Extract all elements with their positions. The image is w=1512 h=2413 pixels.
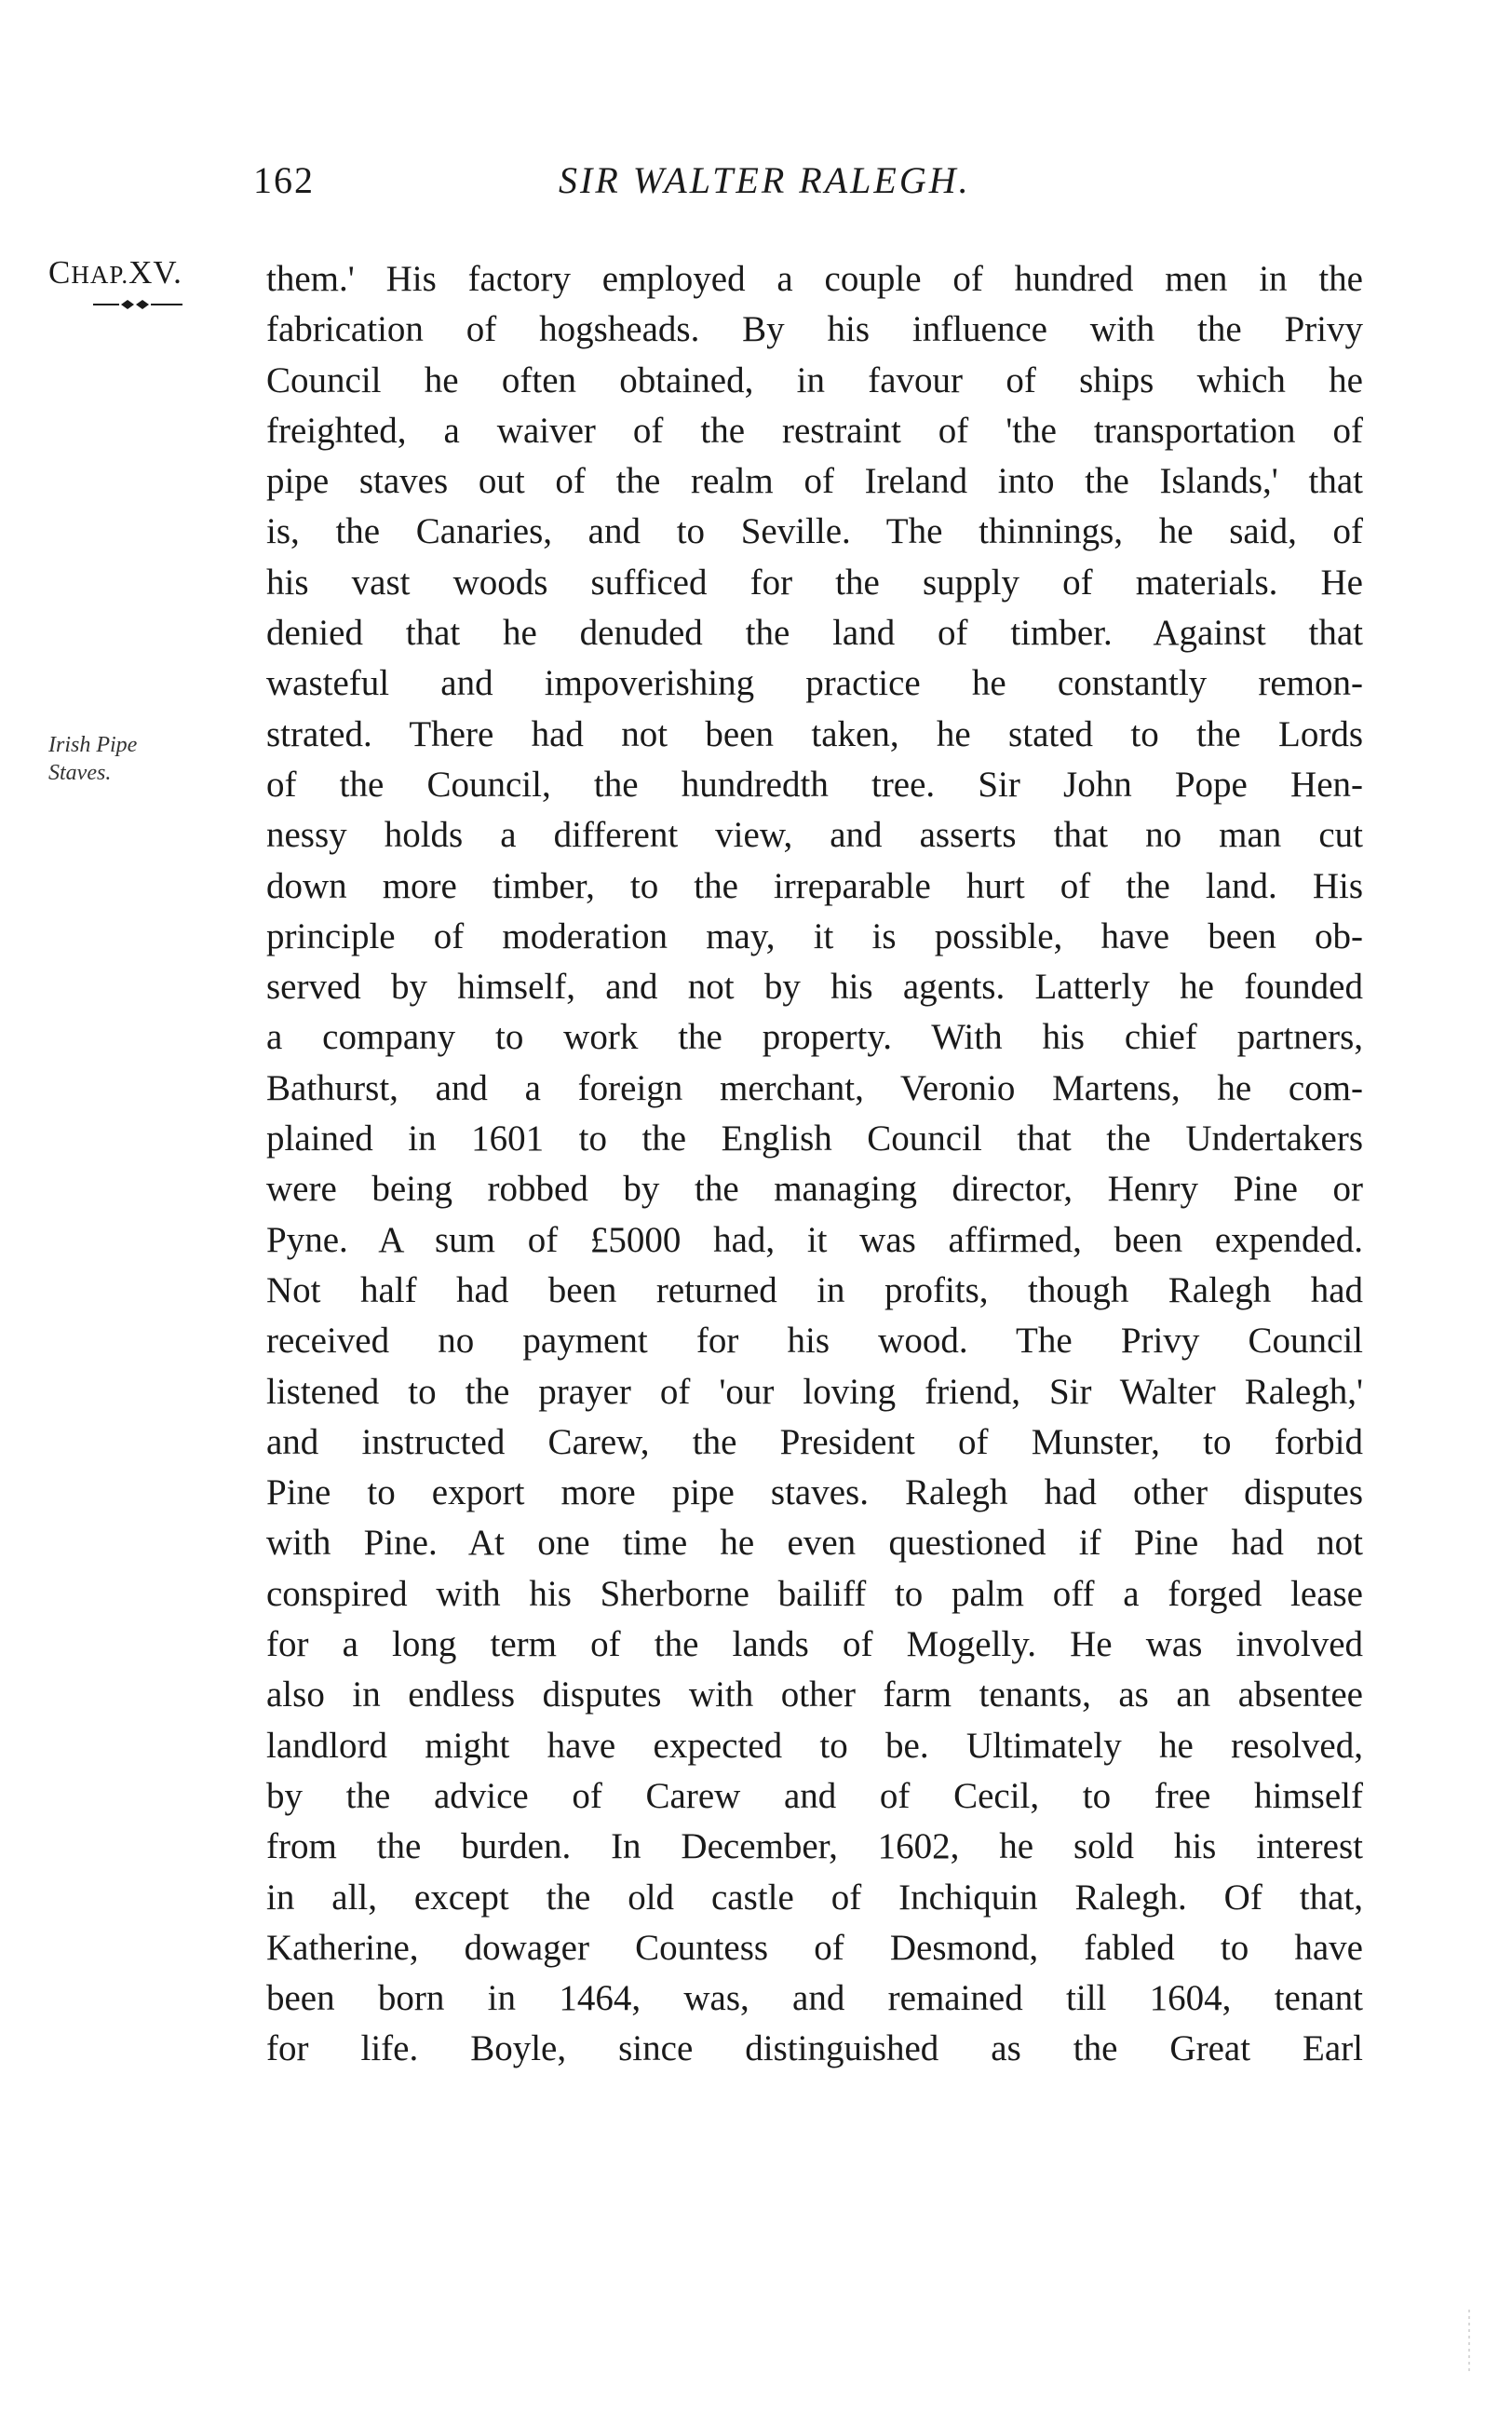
text-line: Pyne. A sum of £5000 had, it was affirmed, been expended. (266, 1219, 1363, 1260)
text-line: in all, except the old castle of Inchiquin Ralegh. Of that, (266, 1877, 1363, 1918)
text-line: is, the Canaries, and to Seville. The thinnings, he said, of (266, 511, 1363, 552)
side-note-line: Irish Pipe (48, 733, 138, 757)
text-line: Katherine, dowager Countess of Desmond, fabled to have (266, 1927, 1363, 1968)
ornament-rule-icon (93, 297, 182, 312)
text-line: by the advice of Carew and of Cecil, to free himself (266, 1775, 1363, 1816)
text-line: and instructed Carew, the President of Munster, to forbid (266, 1421, 1363, 1462)
chapter-label (48, 254, 182, 291)
text-line: listened to the prayer of 'our loving friend, Sir Walter Ralegh,' (266, 1371, 1363, 1412)
chapter-label-rest: HAP. (71, 261, 129, 289)
running-head: SIR WALTER RALEGH. (559, 159, 971, 201)
text-line: his vast woods sufficed for the supply of materials. He (266, 562, 1363, 603)
text-line: down more timber, to the irreparable hurt of the land. His (266, 865, 1363, 906)
text-line: Pine to export more pipe staves. Ralegh had other disputes (266, 1472, 1363, 1513)
text-line: landlord might have expected to be. Ultimately he resolved, (266, 1725, 1363, 1766)
text-line: denied that he denuded the land of timber. Against that (266, 613, 1363, 654)
text-line: Not half had been returned in profits, though Ralegh had (266, 1269, 1363, 1310)
text-line: also in endless disputes with other farm tenants, as an absentee (266, 1674, 1363, 1715)
text-line: wasteful and impoverishing practice he constantly remon- (266, 663, 1363, 704)
text-line: principle of moderation may, it is possible, have been ob- (266, 915, 1363, 956)
text-line: pipe staves out of the realm of Ireland into the Islands,' that (266, 461, 1363, 502)
side-note (48, 731, 235, 787)
text-line: Bathurst, and a foreign merchant, Veronio Martens, he com- (266, 1067, 1363, 1108)
text-line: Council he often obtained, in favour of ships which he (266, 359, 1363, 400)
text-line: fabrication of hogsheads. By his influence with the Privy (266, 309, 1363, 350)
body-text (266, 254, 1363, 2075)
text-line: them.' His factory employed a couple of hundred men in the (266, 259, 1363, 299)
scan-edge-mark (1466, 2310, 1472, 2375)
text-line: freighted, a waiver of the restraint of 'the transportation of (266, 410, 1363, 451)
text-line: received no payment for his wood. The Privy Council (266, 1321, 1363, 1362)
text-line: were being robbed by the managing director, Henry Pine or (266, 1169, 1363, 1210)
text-line: of the Council, the hundredth tree. Sir John Pope Hen- (266, 764, 1363, 805)
chapter-number: XV. (128, 254, 182, 291)
chapter-label-cap: C (48, 254, 72, 291)
side-note-line: Staves. (48, 761, 112, 785)
text-line: conspired with his Sherborne bailiff to palm off a forged lease (266, 1573, 1363, 1614)
page-number: 162 (253, 159, 315, 201)
text-line: from the burden. In December, 1602, he sold his interest (266, 1826, 1363, 1867)
text-line: served by himself, and not by his agents. Latterly he founded (266, 967, 1363, 1008)
text-line: strated. There had not been taken, he stated to the Lords (266, 713, 1363, 754)
text-line: for life. Boyle, since distinguished as the Great Earl (266, 2028, 1363, 2069)
text-line: plained in 1601 to the English Council that the Undertakers (266, 1118, 1363, 1159)
text-line: a company to work the property. With his chief partners, (266, 1017, 1363, 1058)
text-line: nessy holds a different view, and asserts that no man cut (266, 815, 1363, 856)
page-header (0, 158, 1512, 214)
text-line: been born in 1464, was, and remained till 1604, tenant (266, 1978, 1363, 2019)
text-line: for a long term of the lands of Mogelly. He was involved (266, 1624, 1363, 1665)
text-line: with Pine. At one time he even questioned if Pine had not (266, 1523, 1363, 1564)
